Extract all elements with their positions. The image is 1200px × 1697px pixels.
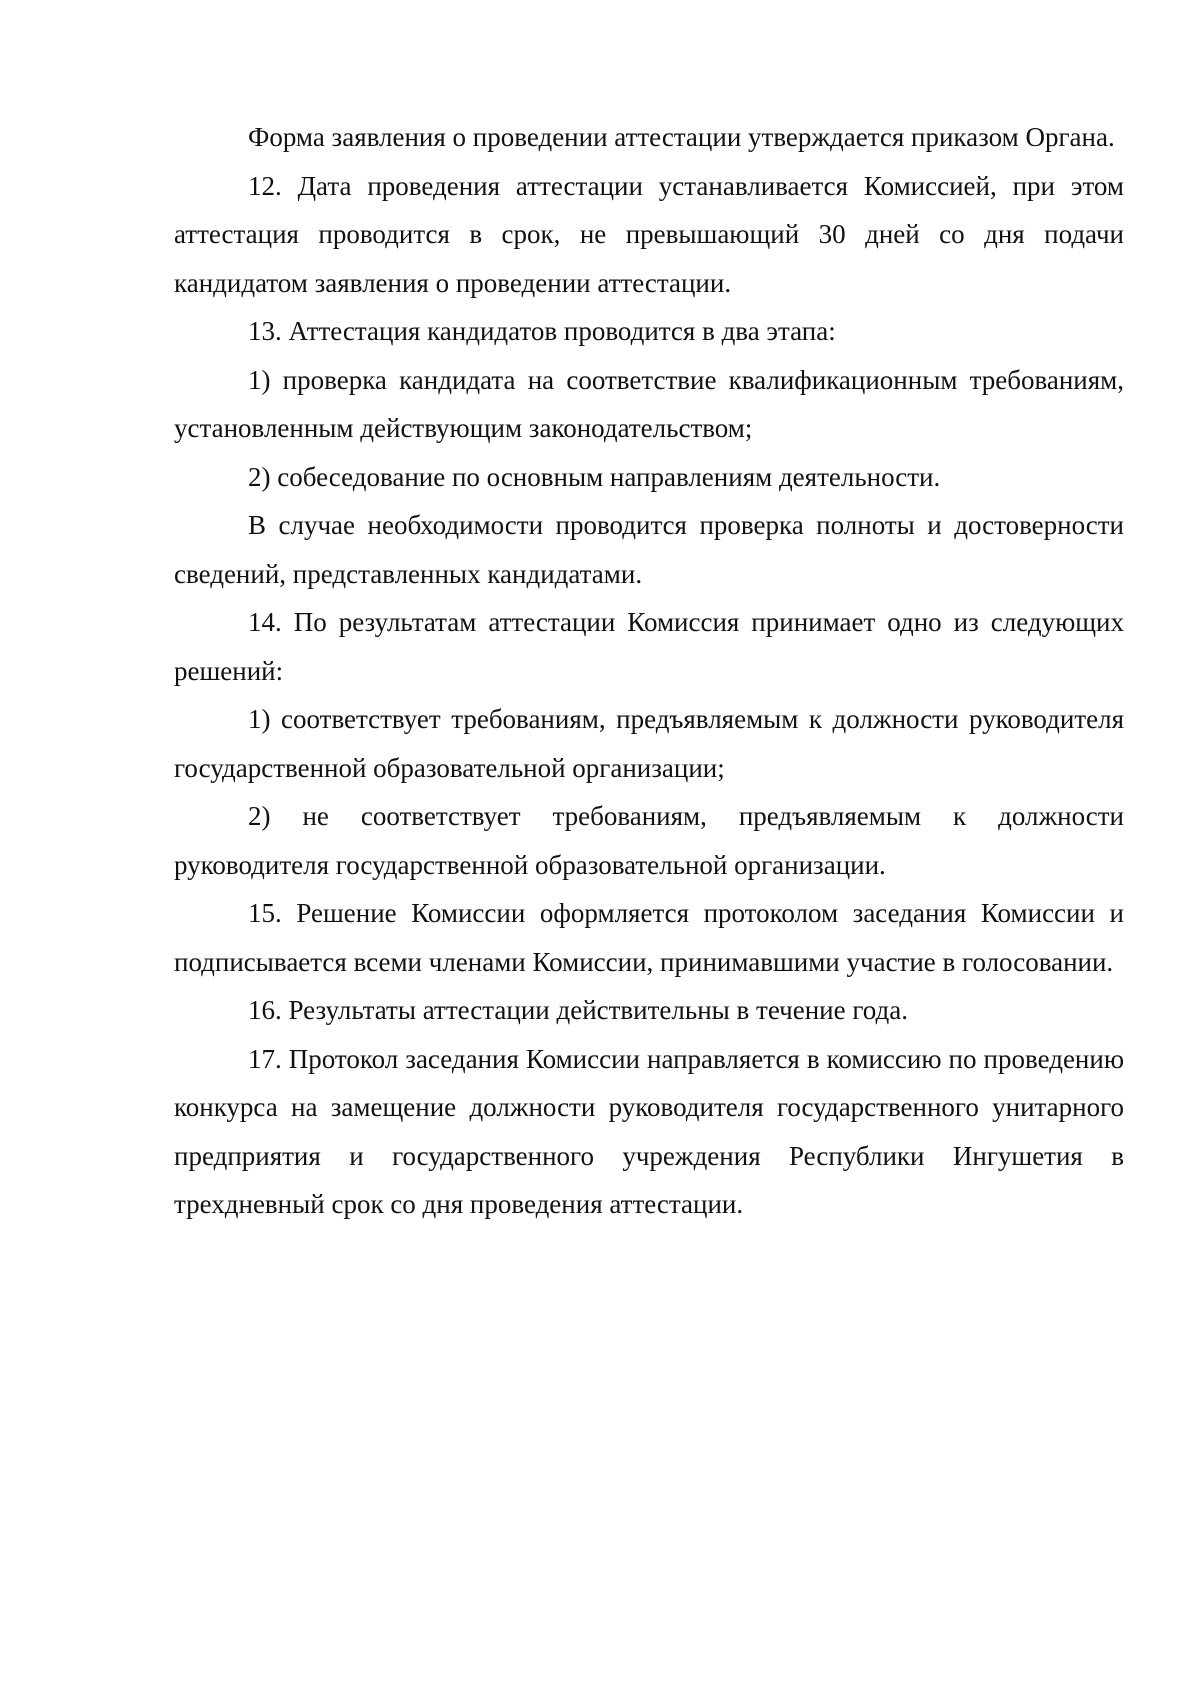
paragraph-13-stage-2: 2) собеседование по основным направлениям деятельности. — [248, 461, 941, 492]
paragraph-form-of-application: Форма заявления о проведении аттестации утверждается приказом Органа. — [248, 122, 1115, 152]
paragraph-15-protocol: 15. Решение Комиссии оформляется протоколом заседания Комиссии и подписывается всеми членами Комиссии, принимавшими участие в голосовании. — [174, 898, 1124, 977]
paragraph-14-decision-1: 1) соответствует требованиям, предъявляемым к должности руководителя государственной образовательной организации; — [174, 704, 1124, 783]
document-body — [174, 113, 1124, 1229]
paragraph-13-verification: В случае необходимости проводится проверка полноты и достоверности сведений, представленных кандидатами. — [174, 510, 1124, 589]
paragraph-17-protocol-referral: 17. Протокол заседания Комиссии направляется в комиссию по проведению конкурса на замещение должности руководителя государственного унитарного предприятия и государственного учреждения Республики Ингушетия в трехдневный срок со дня проведения аттестации. — [174, 1043, 1124, 1219]
paragraph-13-stage-1: 1) проверка кандидата на соответствие квалификационным требованиям, установленным действующим законодательством; — [174, 364, 1124, 443]
paragraph-13-attestation-stages: 13. Аттестация кандидатов проводится в два этапа: — [248, 316, 836, 346]
paragraph-14-decisions: 14. По результатам аттестации Комиссия принимает одно из следующих решений: — [174, 607, 1124, 686]
paragraph-14-decision-2: 2) не соответствует требованиям, предъявляемым к должности руководителя государственной образовательной организации. — [174, 801, 1124, 880]
paragraph-16-validity: 16. Результаты аттестации действительны в течение года. — [248, 995, 908, 1025]
paragraph-12-attestation-date: 12. Дата проведения аттестации устанавливается Комиссией, при этом аттестация проводится в срок, не превышающий 30 дней со дня подачи кандидатом заявления о проведении аттестации. — [174, 170, 1124, 298]
